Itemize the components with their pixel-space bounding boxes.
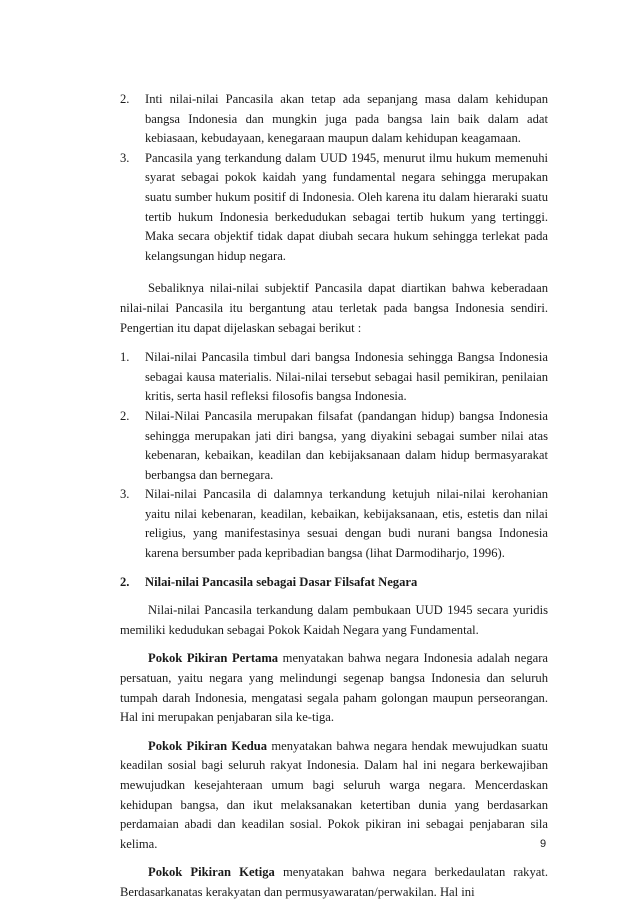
list-item — [120, 90, 548, 149]
pokok-pikiran-title: Pokok Pikiran Pertama — [148, 651, 279, 666]
section-heading-text: Nilai-nilai Pancasila sebagai Dasar Filsafat Negara — [145, 574, 418, 589]
list-item-number: 2. — [120, 408, 130, 423]
list-item — [120, 485, 548, 563]
pokok-pikiran-title: Pokok Pikiran Ketiga — [148, 865, 275, 880]
section-heading-number: 2. — [120, 574, 130, 589]
list-item — [120, 407, 548, 485]
list-item — [120, 149, 548, 267]
list-item-number: 3. — [120, 487, 130, 502]
list-item-text: Nilai-nilai Pancasila timbul dari bangsa Indonesia sehingga Bangsa Indonesia sebagai kausa materialis. Nilai-nilai tersebut sebagai hasil pemikiran, penilaian kritis, serta hasil refleksi filosofis bangsa Indonesia. — [145, 350, 548, 404]
list-nilai-subjektif — [120, 348, 548, 564]
list-item-text: Nilai-Nilai Pancasila merupakan filsafat (pandangan hidup) bangsa Indonesia sehingga merupakan jati diri bangsa, yang diyakini sebagai sumber nilai atas kebenaran, kebaikan, keadilan dan kebijaksanaan dalam hidup bermasyarakat berbangsa dan bernegara. — [145, 408, 548, 482]
page-number: 9 — [540, 838, 547, 850]
page-body — [120, 90, 548, 903]
paragraph-pokok-pikiran-ketiga — [120, 863, 548, 902]
list-item-number: 1. — [120, 350, 130, 365]
list-item-number: 3. — [120, 150, 130, 165]
paragraph-pembukaan: Nilai-nilai Pancasila terkandung dalam pembukaan UUD 1945 secara yuridis memiliki kedudukan sebagai Pokok Kaidah Negara yang Fundamental. — [120, 603, 548, 637]
list-item-number: 2. — [120, 92, 130, 106]
pokok-pikiran-title: Pokok Pikiran Kedua — [148, 738, 268, 753]
list-item-text: Pancasila yang terkandung dalam UUD 1945, menurut ilmu hukum memenuhi syarat sebagai pokok kaidah yang fundamental negara sehingga merupakan suatu sumber hukum positif di Indonesia. Oleh karena itu dalam hieraraki suatu tertib hukum Indonesia berkedudukan sebagai tertib hukum yang tertinggi. Maka secara objektif tidak dapat diubah secara hukum sehingga terlekat pada kelangsungan hidup negara. — [145, 150, 548, 263]
paragraph-nilai-subjektif: Sebaliknya nilai-nilai subjektif Pancasila dapat diartikan bahwa keberadaan nilai-nilai Pancasila itu bergantung atau terletak pada bangsa Indonesia sendiri. Pengertian itu dapat dijelaskan sebagai berikut : — [120, 281, 548, 335]
list-item-text: Inti nilai-nilai Pancasila akan tetap ada sepanjang masa dalam kehidupan bangsa Indonesia dan mungkin juga pada bangsa lain baik dalam adat kebiasaan, kebudayaan, kenegaraan maupun dalam kehidupan keagamaan. — [145, 92, 548, 146]
list-item-text: Nilai-nilai Pancasila di dalamnya terkandung ketujuh nilai-nilai kerohanian yaitu nilai kebenaran, keadilan, kebaikan, kebijaksanaan, etis, estetis dan nilai religius, yang manifestasinya sesuai dengan budi nurani bangsa Indonesia karena bersumber pada kepribadian bangsa (lihat Darmodiharjo, 1996). — [145, 487, 548, 561]
list-item — [120, 348, 548, 407]
section-heading — [120, 573, 548, 593]
paragraph-pokok-pikiran-pertama — [120, 649, 548, 727]
pokok-pikiran-text: menyatakan bahwa negara Indonesia adalah negara persatuan, yaitu negara yang melindungi segenap bangsa Indonesia dan seluruh tumpah darah Indonesia, mengatasi segala paham golongan maupun perseorangan. Hal ini merupakan penjabaran sila ke-tiga. — [120, 651, 548, 725]
pokok-pikiran-text: menyatakan bahwa negara berkedaulatan rakyat. Berdasarkanatas kerakyatan dan permusyawaratan/perwakilan. Hal ini — [120, 865, 548, 899]
paragraph-pokok-pikiran-kedua — [120, 737, 548, 855]
pokok-pikiran-text: menyatakan bahwa negara hendak mewujudkan suatu keadilan sosial bagi seluruh rakyat Indonesia. Dalam hal ini negara berkewajiban mewujudkan kesejahteraan umum bagi seluruh warga negara. Mencerdaskan kehidupan bangsa, dan ikut melaksanakan ketertiban dunia yang berdasarkan perdamaian abadi dan keadilan sosial. Pokok pikiran ini sebagai penjabaran sila kelima. — [120, 738, 548, 851]
list-nilai-objektif — [120, 90, 548, 266]
